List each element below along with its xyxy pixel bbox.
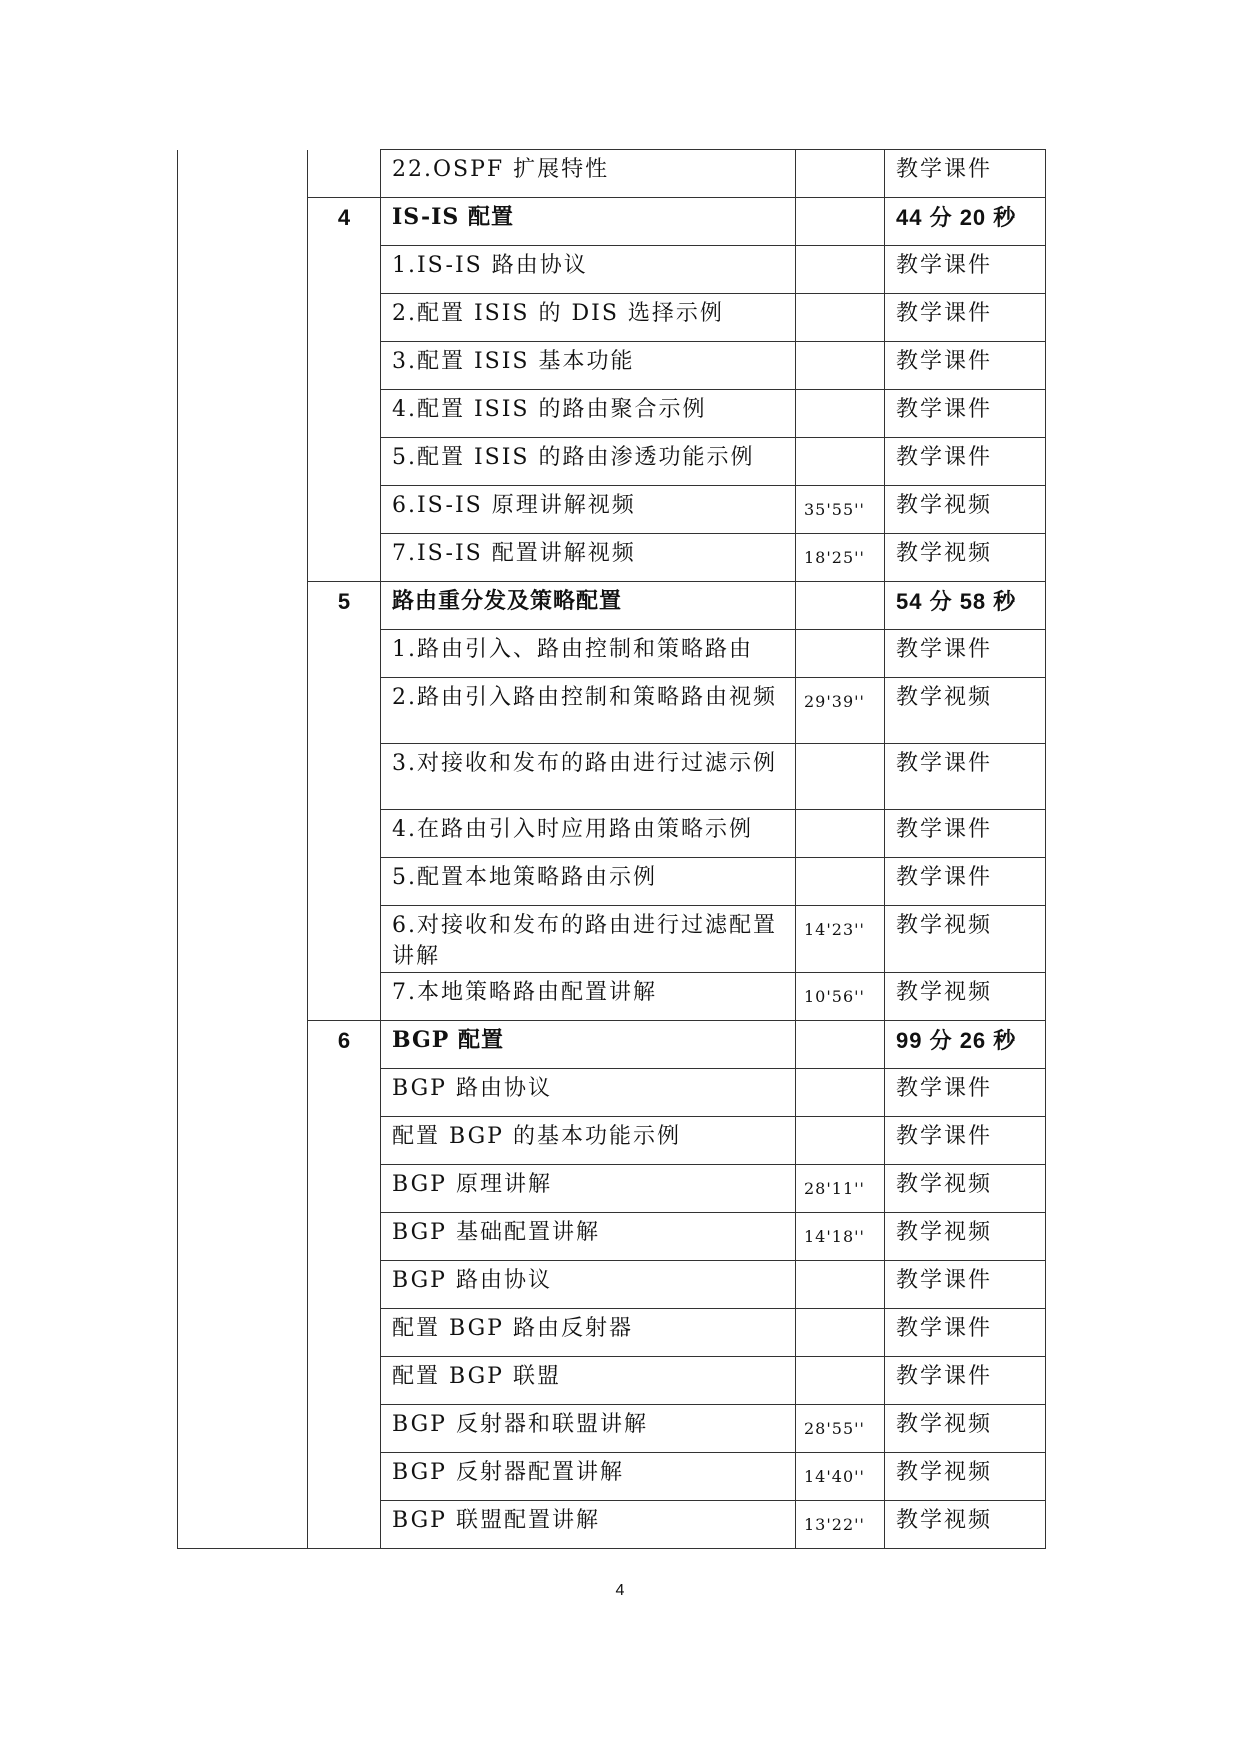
item-name: 5.配置 ISIS 的路由渗透功能示例: [381, 438, 796, 486]
item-name: BGP 路由协议: [381, 1261, 796, 1309]
item-duration: [796, 630, 885, 678]
item-name: 5.配置本地策略路由示例: [381, 858, 796, 906]
table-row: [178, 582, 1046, 630]
item-name: 配置 BGP 的基本功能示例: [381, 1117, 796, 1165]
item-duration: 28'11'': [796, 1165, 885, 1213]
item-type: 教学课件: [885, 630, 1046, 678]
item-type: 教学视频: [885, 1453, 1046, 1501]
item-name: 7.本地策略路由配置讲解: [381, 973, 796, 1021]
item-duration: [796, 1357, 885, 1405]
item-type: 教学课件: [885, 744, 1046, 810]
item-duration: [796, 858, 885, 906]
section-number: [308, 150, 381, 198]
section-total-time: 54 分 58 秒: [885, 582, 1046, 630]
item-duration: [796, 342, 885, 390]
section-total-time: 99 分 26 秒: [885, 1021, 1046, 1069]
item-name: BGP 反射器和联盟讲解: [381, 1405, 796, 1453]
item-duration: 29'39'': [796, 678, 885, 744]
item-type: 教学课件: [885, 1357, 1046, 1405]
item-name: 1.IS-IS 路由协议: [381, 246, 796, 294]
page-number: 4: [615, 1582, 625, 1599]
category-cell: [178, 150, 308, 1549]
item-type: 教学课件: [885, 1117, 1046, 1165]
section-duration-empty: [796, 582, 885, 630]
section-title: 路由重分发及策略配置: [381, 582, 796, 630]
section-number: 4: [308, 198, 381, 582]
item-name: 4.配置 ISIS 的路由聚合示例: [381, 390, 796, 438]
section-title: BGP 配置: [381, 1021, 796, 1069]
item-duration: [796, 150, 885, 198]
item-type: 教学课件: [885, 246, 1046, 294]
item-duration: [796, 390, 885, 438]
item-duration: 18'25'': [796, 534, 885, 582]
item-duration: [796, 810, 885, 858]
item-type: 教学视频: [885, 534, 1046, 582]
item-type: 教学视频: [885, 1213, 1046, 1261]
item-duration: 35'55'': [796, 486, 885, 534]
item-name: BGP 联盟配置讲解: [381, 1501, 796, 1549]
item-duration: 14'40'': [796, 1453, 885, 1501]
item-name: 配置 BGP 路由反射器: [381, 1309, 796, 1357]
section-total-time: 44 分 20 秒: [885, 198, 1046, 246]
item-name: BGP 原理讲解: [381, 1165, 796, 1213]
item-name: 4.在路由引入时应用路由策略示例: [381, 810, 796, 858]
item-type: 教学课件: [885, 294, 1046, 342]
item-type: 教学课件: [885, 1069, 1046, 1117]
item-duration: [796, 1309, 885, 1357]
item-name: BGP 路由协议: [381, 1069, 796, 1117]
item-name: 3.配置 ISIS 基本功能: [381, 342, 796, 390]
item-name: 7.IS-IS 配置讲解视频: [381, 534, 796, 582]
item-name: 22.OSPF 扩展特性: [381, 150, 796, 198]
item-type: 教学课件: [885, 858, 1046, 906]
item-name: 2.配置 ISIS 的 DIS 选择示例: [381, 294, 796, 342]
item-duration: 10'56'': [796, 973, 885, 1021]
item-duration: [796, 246, 885, 294]
item-type: 教学课件: [885, 1309, 1046, 1357]
table-row: [178, 1021, 1046, 1069]
item-type: 教学视频: [885, 1165, 1046, 1213]
item-name: 2.路由引入路由控制和策略路由视频: [381, 678, 796, 744]
course-content-table: [177, 149, 1046, 1549]
item-name: 配置 BGP 联盟: [381, 1357, 796, 1405]
item-duration: 13'22'': [796, 1501, 885, 1549]
item-type: 教学视频: [885, 906, 1046, 973]
section-duration-empty: [796, 198, 885, 246]
item-name: BGP 反射器配置讲解: [381, 1453, 796, 1501]
item-type: 教学课件: [885, 150, 1046, 198]
item-duration: [796, 744, 885, 810]
item-duration: 28'55'': [796, 1405, 885, 1453]
item-type: 教学视频: [885, 1405, 1046, 1453]
item-type: 教学课件: [885, 342, 1046, 390]
table-row: [178, 198, 1046, 246]
item-type: 教学视频: [885, 486, 1046, 534]
item-type: 教学课件: [885, 1261, 1046, 1309]
item-name: BGP 基础配置讲解: [381, 1213, 796, 1261]
item-type: 教学课件: [885, 438, 1046, 486]
item-duration: [796, 1117, 885, 1165]
section-title: IS-IS 配置: [381, 198, 796, 246]
item-duration: 14'23'': [796, 906, 885, 973]
table-body: [178, 150, 1046, 1549]
item-type: 教学视频: [885, 1501, 1046, 1549]
item-type: 教学视频: [885, 678, 1046, 744]
item-type: 教学视频: [885, 973, 1046, 1021]
section-duration-empty: [796, 1021, 885, 1069]
item-type: 教学课件: [885, 390, 1046, 438]
item-name: 1.路由引入、路由控制和策略路由: [381, 630, 796, 678]
item-duration: [796, 438, 885, 486]
item-type: 教学课件: [885, 810, 1046, 858]
item-name: 6.IS-IS 原理讲解视频: [381, 486, 796, 534]
item-duration: [796, 294, 885, 342]
section-number: 5: [308, 582, 381, 1021]
section-number: 6: [308, 1021, 381, 1549]
table-row: [178, 150, 1046, 198]
item-duration: [796, 1261, 885, 1309]
item-duration: [796, 1069, 885, 1117]
item-name: 6.对接收和发布的路由进行过滤配置讲解: [381, 906, 796, 973]
item-duration: 14'18'': [796, 1213, 885, 1261]
item-name: 3.对接收和发布的路由进行过滤示例: [381, 744, 796, 810]
